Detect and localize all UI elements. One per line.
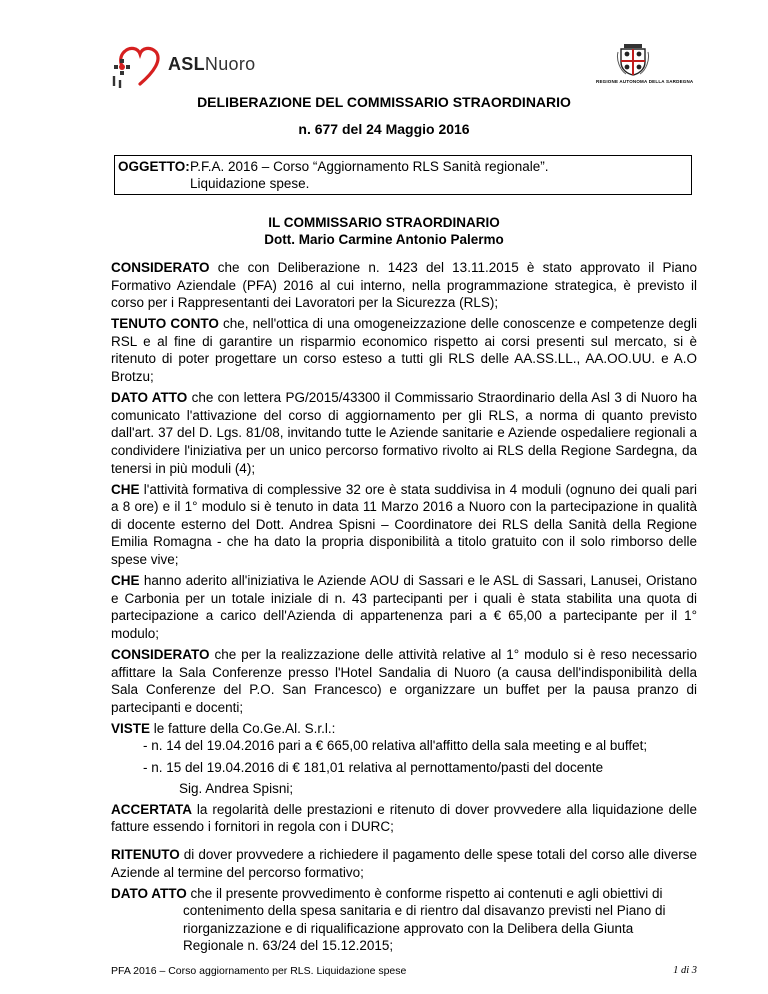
regione-sardegna-logo xyxy=(596,42,694,88)
regione-coat-of-arms-icon xyxy=(616,42,650,76)
invoice-item-2-cont: Sig. Andrea Spisni; xyxy=(179,780,294,796)
paragraph-lead: TENUTO CONTO xyxy=(111,316,219,332)
paragraph-lead: CONSIDERATO xyxy=(111,260,210,275)
asl-logo-bold: ASL xyxy=(168,54,205,74)
paragraph-lead: DATO ATTO xyxy=(111,885,187,901)
invoice-item-1: - n. 14 del 19.04.2016 pari a € 665,00 relativa all'affitto della sala meeting e al buffet; xyxy=(143,738,648,754)
paragraph-lead: DATO ATTO xyxy=(111,390,188,406)
invoice-item-2: - n. 15 del 19.04.2016 di € 181,01 relativa al pernottamento/pasti del docente xyxy=(143,759,604,775)
paragraph-ritenuto xyxy=(111,846,697,881)
paragraph-che-2 xyxy=(111,572,697,642)
oggetto-box xyxy=(114,155,692,195)
paragraph-lead: CHE xyxy=(111,481,140,497)
paragraph-lead: ACCERTATA xyxy=(111,801,192,817)
oggetto-line-1: P.F.A. 2016 – Corso “Aggiornamento RLS Sanità regionale”. xyxy=(190,159,549,174)
paragraph-dato-atto-2 xyxy=(111,885,697,955)
paragraph-che-1 xyxy=(111,481,697,569)
paragraph-lead: VISTE xyxy=(111,720,151,736)
paragraph-viste xyxy=(111,720,697,738)
paragraph-text: che con Deliberazione n. 1423 del 13.11.2015 è stato approvato il Piano Formativo Aziendale (PFA) 2016 al cui interno, nella programmazione strategica, è previsto il corso per i Rappresentanti dei Lavoratori per la Sicurezza (RLS); xyxy=(111,260,697,311)
asl-heart-cross-icon xyxy=(108,44,164,90)
oggetto-label: OGGETTO: xyxy=(118,159,190,174)
page-header xyxy=(0,0,768,95)
commissario-name: Dott. Mario Carmine Antonio Palermo xyxy=(264,232,504,247)
paragraph-text: che il presente provvedimento è conforme rispetto ai contenuti e agli obiettivi di contenimento della spesa sanitaria e di rientro dal disavanzo previsti nel Piano di riorganizzazione e di riqualificazione approvato con la Delibera della Giunta Regionale n. 63/24 del 15.12.2015; xyxy=(183,885,666,954)
paragraph-text: che, nell'ottica di una omogeneizzazione delle conoscenze e competenze degli RSL e al fine di garantire un risparmio economico rispetto ai corsi presenti sul mercato, si è ritenuto di poter progettare un corso esteso a tutti gli RLS delle AA.SS.LL., AA.OO.UU. e A.O Brotzu; xyxy=(111,316,697,385)
paragraph-text: la regolarità delle prestazioni e ritenuto di dover provvedere alla liquidazione delle fatture essendo i fornitori in regola con i DURC; xyxy=(111,801,697,835)
paragraph-text: le fatture della Co.Ge.Al. S.r.l.: xyxy=(150,720,336,736)
commissario-heading: IL COMMISSARIO STRAORDINARIO xyxy=(268,215,500,230)
oggetto-line-2: Liquidazione spese. xyxy=(190,176,310,191)
paragraph-text: che per la realizzazione delle attività relative al 1° modulo si è reso necessario affittare la Sala Conferenze presso l'Hotel Sandalia di Nuoro (a causa dell'indisponibilità della Sala Conferenze del P.O. San Francesco) e organizzare un buffet per la pausa pranzo di partecipanti e docenti; xyxy=(111,646,697,715)
paragraph-lead: CONSIDERATO xyxy=(111,646,210,662)
deliberation-number: n. 677 del 24 Maggio 2016 xyxy=(298,121,470,137)
paragraph-accertata xyxy=(111,801,697,836)
paragraph-text: l'attività formativa di complessive 32 ore è stata suddivisa in 4 moduli (ognuno dei quali pari a 8 ore) e il 1° modulo si è tenuto in data 11 Marzo 2016 a Nuoro con la partecipazione in qualità di docente esterno del Dott. Andrea Spisni – Coordinatore dei RLS della Sanità della Regione Emilia Romagna - che ha dato la propria disponibilità a titolo gratuito con il solo rimborso delle spese vive; xyxy=(111,481,697,567)
asl-nuoro-logo xyxy=(108,44,268,90)
paragraph-text: che con lettera PG/2015/43300 il Commissario Straordinario della Asl 3 di Nuoro ha comunicato l'attivazione del corso di aggiornamento per gli RLS, a norma di quanto previsto dall'art. 37 del D. Lgs. 81/08, invitando tutte le Aziende sanitarie e Aziende ospedaliere regionali a condividere l'iniziativa per un unico percorso formativo rivolto ai RLS della Regione Sardegna, da tenersi in più moduli (4); xyxy=(111,390,697,476)
footer-doc-title: PFA 2016 – Corso aggiornamento per RLS. Liquidazione spese xyxy=(111,965,407,977)
paragraph-lead: CHE xyxy=(111,573,140,589)
page-number: 1 di 3 xyxy=(673,965,697,976)
region-label: REGIONE AUTONOMA DELLA SARDEGNA xyxy=(596,79,694,84)
paragraph-lead: RITENUTO xyxy=(111,846,180,862)
page-footer xyxy=(111,965,697,977)
paragraph-text: di dover provvedere a richiedere il pagamento delle spese totali del corso alle diverse Aziende al termine del percorso formativo; xyxy=(111,846,697,880)
paragraph-dato-atto-1 xyxy=(111,389,697,477)
asl-logo-rest: Nuoro xyxy=(204,54,256,74)
paragraph-considerato-1 xyxy=(111,259,697,312)
document-body xyxy=(111,259,697,958)
paragraph-text: hanno aderito all'iniziativa le Aziende AOU di Sassari e le ASL di Sassari, Lanusei, Oristano e Carbonia per un totale iniziale di n. 43 partecipanti per i quali è stata stabilita una quota di partecipazione a carico dell'Azienda di appartenenza pari a € 65,00 a partecipante per il 1° modulo; xyxy=(111,573,697,641)
deliberation-title: DELIBERAZIONE DEL COMMISSARIO STRAORDINARIO xyxy=(197,94,571,110)
paragraph-considerato-2 xyxy=(111,646,697,716)
paragraph-tenuto-conto xyxy=(111,315,697,385)
